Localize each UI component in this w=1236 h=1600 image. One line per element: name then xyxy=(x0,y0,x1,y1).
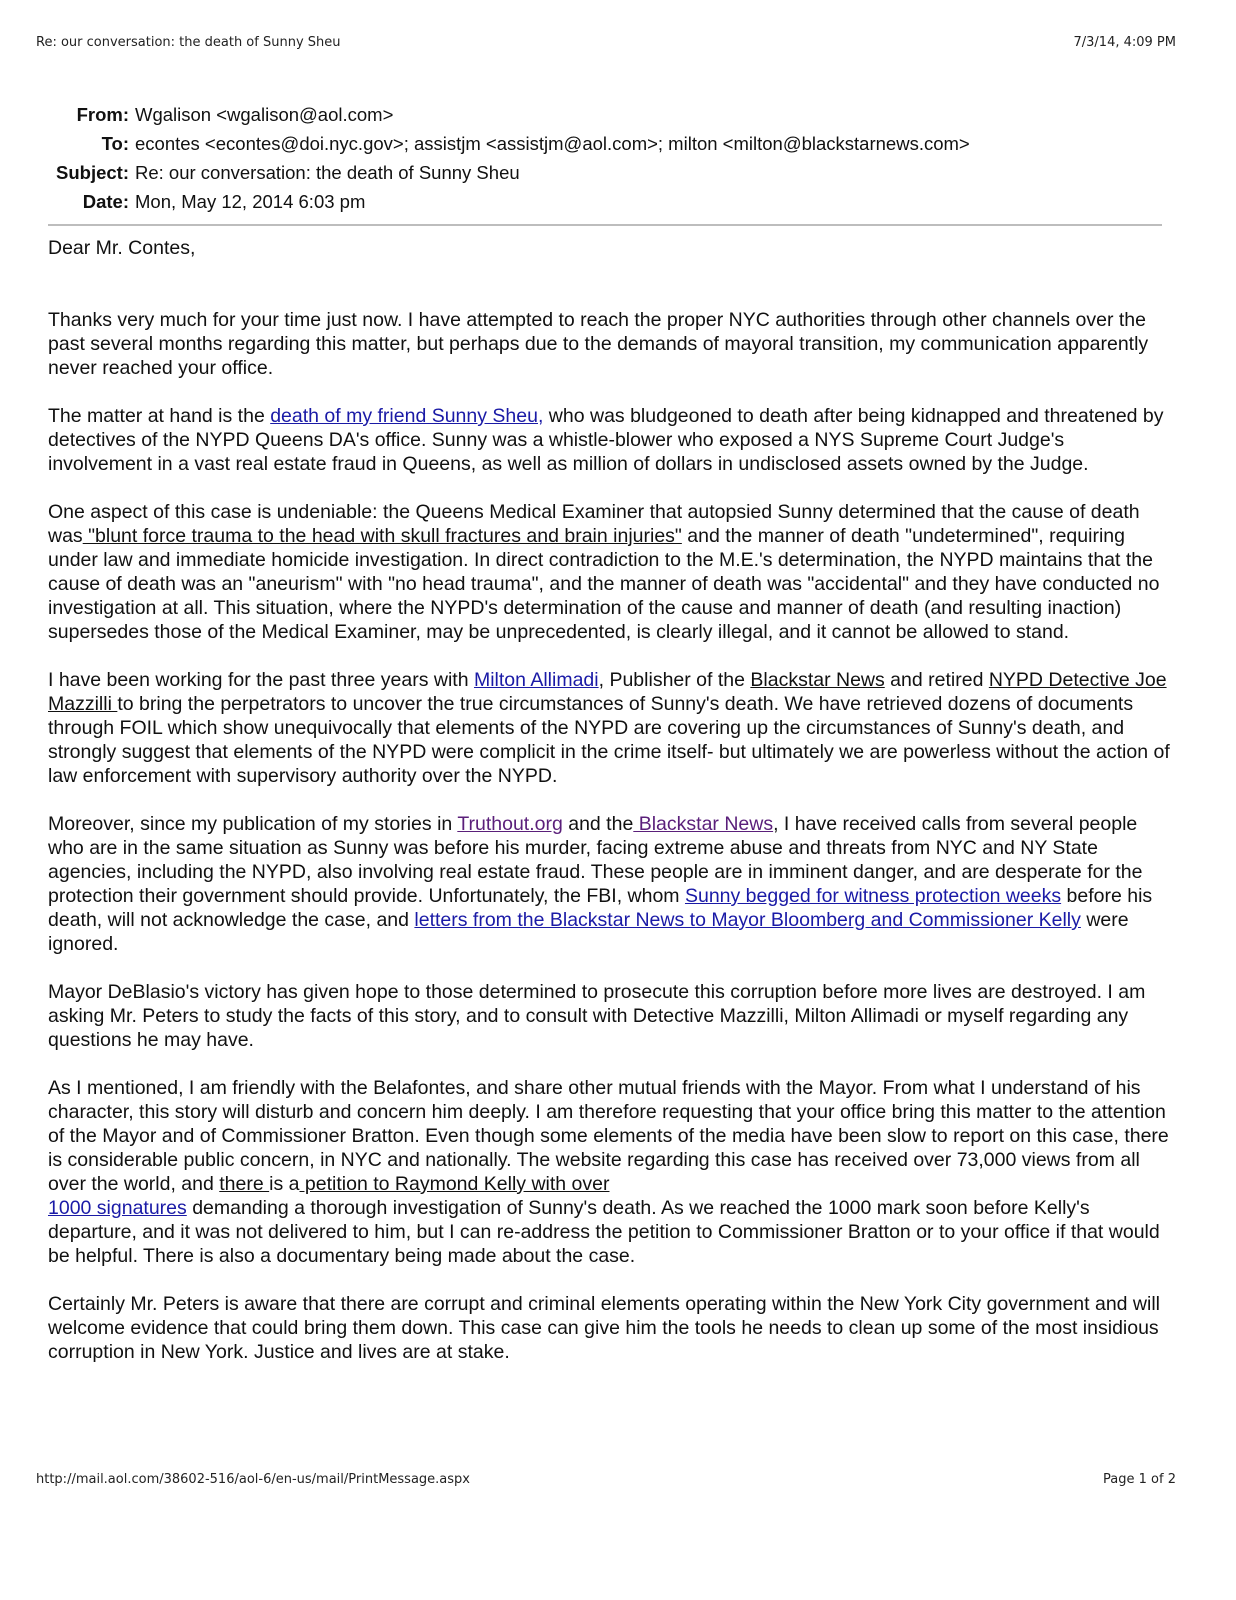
text: Moreover, since my publication of my stories in xyxy=(48,813,458,835)
email-headers xyxy=(40,100,970,216)
paragraph-4 xyxy=(48,668,1170,788)
print-datetime: 7/3/14, 4:09 PM xyxy=(1073,35,1176,50)
underlined-petition: petition to Raymond Kelly with over xyxy=(299,1173,610,1195)
paragraph-3 xyxy=(48,500,1170,644)
text: I have been working for the past three years with xyxy=(48,669,474,691)
date-row xyxy=(40,187,970,216)
text: demanding a thorough investigation of Sunny's death. As we reached the 1000 mark soon before Kelly's departure, and it was not delivered to him, but I can re-address the petition to Commissioner Bratton or to your office if that would be helpful. There is also a documentary being made about the case. xyxy=(48,1197,1160,1267)
text: were ignored. xyxy=(48,909,1129,955)
greeting: Dear Mr. Contes, xyxy=(48,237,196,259)
from-row xyxy=(40,100,970,129)
link-blackstar-news[interactable]: Blackstar News xyxy=(633,813,774,835)
text: The matter at hand is the xyxy=(48,405,271,427)
link-death-of-sunny-sheu[interactable]: death of my friend Sunny Sheu, xyxy=(270,405,544,427)
header-divider xyxy=(48,224,1162,226)
underlined-there: there xyxy=(219,1173,270,1195)
to-value: econtes <econtes@doi.nyc.gov>; assistjm <assistjm@aol.com>; milton <milton@blackstarnews.com> xyxy=(135,133,970,154)
paragraph-1: Thanks very much for your time just now. I have attempted to reach the proper NYC authorities through other channels over the past several months regarding this matter, but perhaps due to the demands of mayoral transition, my communication apparently never reached your office. xyxy=(48,309,1149,379)
text: and the xyxy=(562,813,634,835)
from-label: From: xyxy=(76,104,129,125)
subject-row xyxy=(40,158,970,187)
underlined-blackstar-news: Blackstar News xyxy=(750,669,885,691)
text: who was bludgeoned to death after being kidnapped and threatened by detectives of the NYPD Queens DA's office. Sunny was a whistle-blower who exposed a NYS Supreme Court Judge's involvement in a vast real estate fraud in Queens, as well as million of dollars in undisclosed assets owned by the Judge. xyxy=(48,405,1164,475)
text: and retired xyxy=(884,669,989,691)
text: and the manner of death "undetermined", requiring under law and immediate homicide investigation. In direct contradiction to the M.E.'s determination, the NYPD maintains that the cause of death was an "aneurism" with "no head trauma", and the manner of death was "accidental" and they have conducted no investigation at all. This situation, where the NYPD's determination of the cause and manner of death (and resulting inaction) supersedes those of the Medical Examiner, may be unprecedented, is clearly illegal, and it cannot be allowed to stand. xyxy=(48,525,1160,643)
text: As I mentioned, I am friendly with the Belafontes, and share other mutual friends with the Mayor. From what I understand of his character, this story will disturb and concern him deeply. I am therefore requesting that your office bring this matter to the attention of the Mayor and of Commissioner Bratton. Even though some elements of the media have been slow to report on this case, there is considerable public concern, in NYC and nationally. The website regarding this case has received over 73,000 views from all over the world, and xyxy=(48,1077,1169,1195)
subject-value: Re: our conversation: the death of Sunny Sheu xyxy=(135,162,520,183)
text: before his death, will not acknowledge the case, and xyxy=(48,885,1153,931)
underlined-detective-mazzilli: NYPD Detective Joe Mazzilli xyxy=(48,669,1167,715)
text: , Publisher of the xyxy=(598,669,751,691)
page-number: Page 1 of 2 xyxy=(1103,1472,1176,1487)
paragraph-5 xyxy=(48,812,1170,956)
paragraph-7 xyxy=(48,1076,1170,1268)
text: is a xyxy=(269,1173,300,1195)
print-footer xyxy=(36,1472,1176,1487)
paragraph-6: Mayor DeBlasio's victory has given hope to those determined to prosecute this corruption before more lives are destroyed. I am asking Mr. Peters to study the facts of this story, and to consult with Detective Mazzilli, Milton Allimadi or myself regarding any questions he may have. xyxy=(48,981,1146,1051)
paragraph-2 xyxy=(48,404,1170,476)
link-1000-signatures[interactable]: 1000 signatures xyxy=(48,1197,187,1219)
date-label: Date: xyxy=(82,191,129,212)
link-truthout[interactable]: Truthout.org xyxy=(457,813,563,835)
link-witness-protection[interactable]: Sunny begged for witness protection weeks xyxy=(684,885,1062,907)
text: One aspect of this case is undeniable: the Queens Medical Examiner that autopsied Sunny determined that the cause of death was xyxy=(48,501,1140,547)
date-value: Mon, May 12, 2014 6:03 pm xyxy=(135,191,366,212)
subject-label: Subject: xyxy=(56,162,129,183)
print-header xyxy=(36,35,1176,50)
print-title: Re: our conversation: the death of Sunny Sheu xyxy=(36,35,341,50)
link-milton-allimadi[interactable]: Milton Allimadi xyxy=(473,669,599,691)
link-blackstar-letters[interactable]: letters from the Blackstar News to Mayor Bloomberg and Commissioner Kelly xyxy=(414,909,1081,931)
text: , I have received calls from several people who are in the same situation as Sunny was before his murder, facing extreme abuse and threats from NYC and NY State agencies, including the NYPD, also involving real estate fraud. These people are in imminent danger, and are desperate for the protection their government should provide. Unfortunately, the FBI, whom xyxy=(48,813,1143,907)
text: to bring the perpetrators to uncover the true circumstances of Sunny's death. We have retrieved dozens of documents through FOIL which show unequivocally that elements of the NYPD are covering up the circumstances of Sunny's death, and strongly suggest that elements of the NYPD were complicit in the crime itself- but ultimately we are powerless without the action of law enforcement with supervisory authority over the NYPD. xyxy=(48,693,1170,787)
to-row xyxy=(40,129,970,158)
to-label: To: xyxy=(101,133,129,154)
paragraph-8: Certainly Mr. Peters is aware that there are corrupt and criminal elements operating within the New York City government and will welcome evidence that could bring them down. This case can give him the tools he needs to clean up some of the most insidious corruption in New York. Justice and lives are at stake. xyxy=(48,1293,1161,1363)
email-body xyxy=(48,236,1170,1388)
underlined-quote: "blunt force trauma to the head with skull fractures and brain injuries" xyxy=(82,525,682,547)
from-value: Wgalison <wgalison@aol.com> xyxy=(135,104,394,125)
print-url: http://mail.aol.com/38602-516/aol-6/en-us/mail/PrintMessage.aspx xyxy=(36,1472,470,1487)
